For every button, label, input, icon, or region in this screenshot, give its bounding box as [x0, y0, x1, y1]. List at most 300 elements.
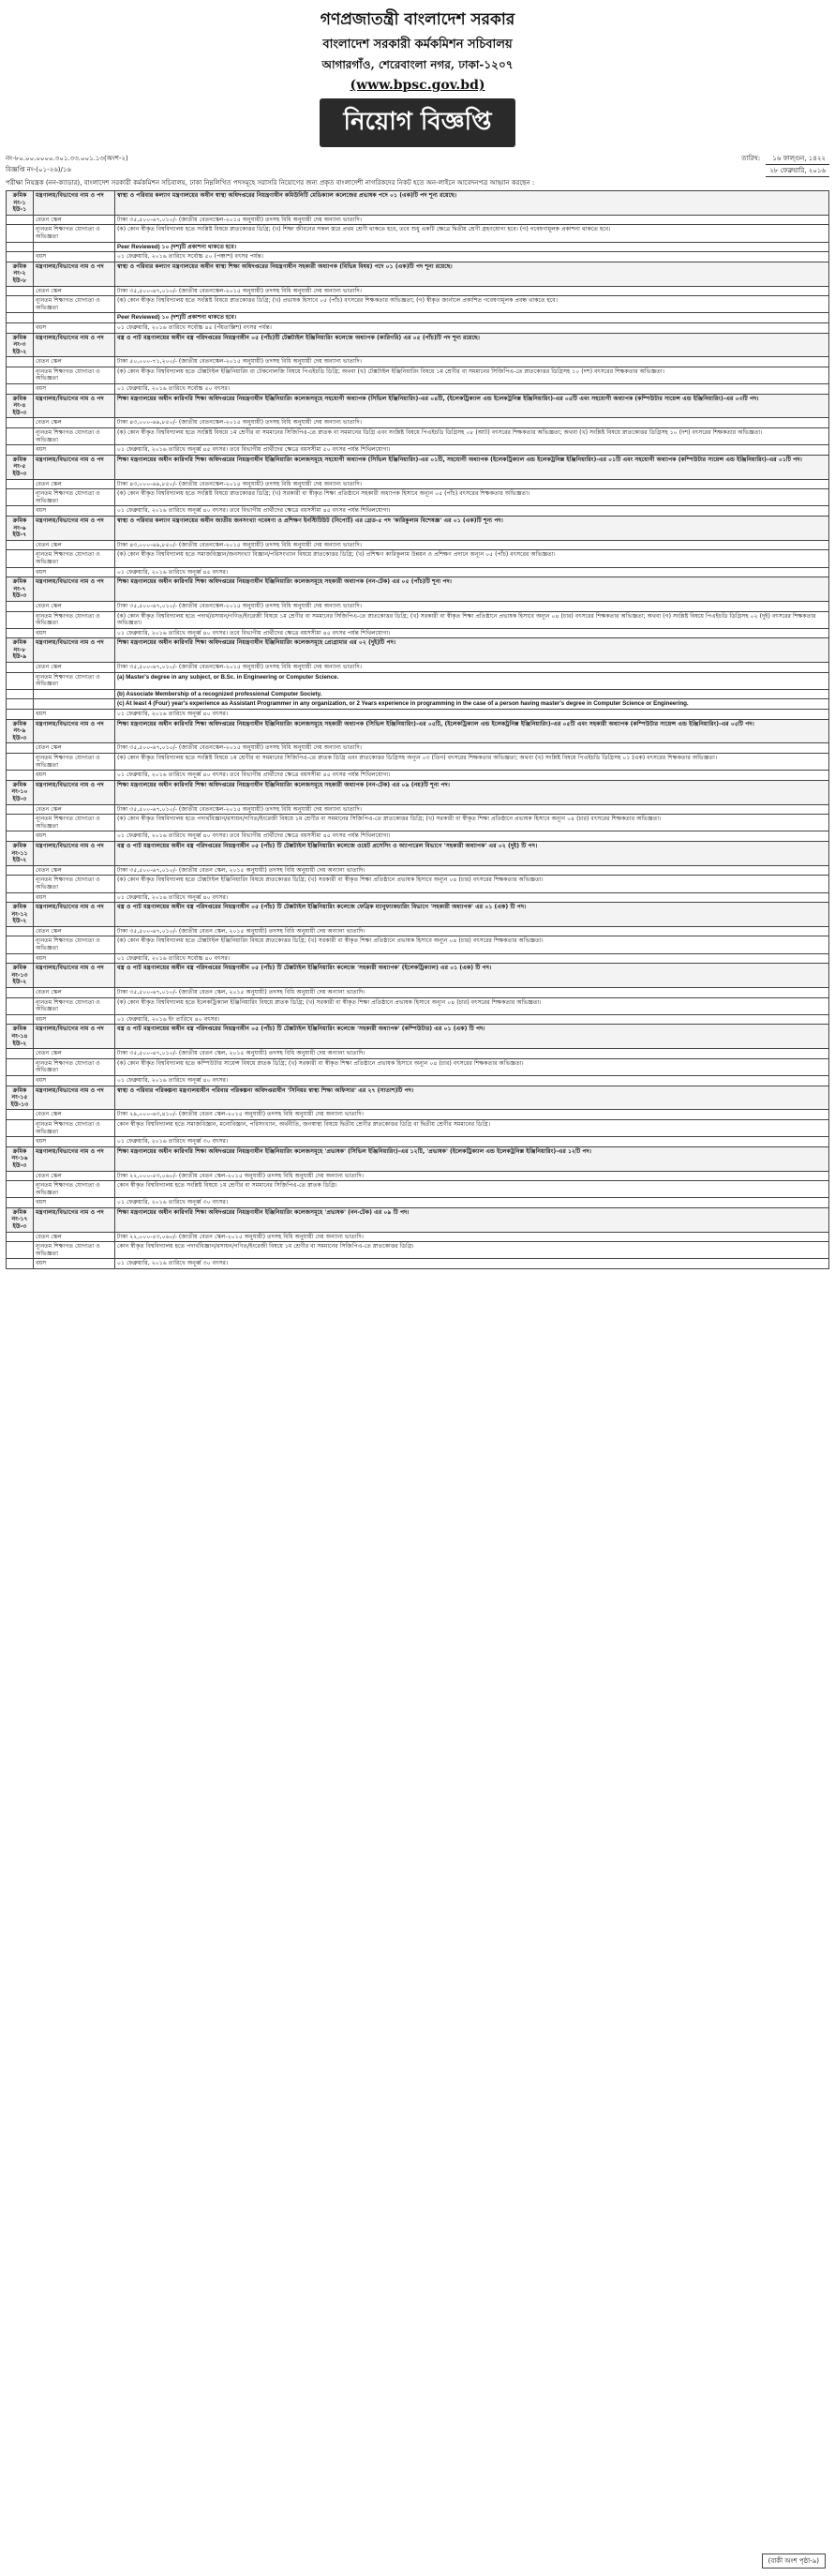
serial-cell [7, 252, 34, 262]
field-value: টাকা ৩৫,৫০০-৬৭,০১০/- (জাতীয় বেতনস্কেল-২০১৫ অনুযায়ী) তদসহ বিধি অনুযায়ী দেয় অন্যান্য ভাতাদি। [115, 215, 829, 225]
table-row [7, 215, 829, 225]
field-value: ০১ ফেব্রুয়ারি, ২০১৬ ইং তারিখে ৪০ বৎসর। [115, 1014, 829, 1025]
field-value: শিক্ষা মন্ত্রণালয়ের অধীন কারিগরি শিক্ষা অধিদপ্তরের নিয়ন্ত্রণাধীন ইঞ্জিনিয়ারিং কলেজসমূহে সহকারী অধ্যাপক (সিভিল ইঞ্জিনিয়ারিং)-এর ০৫টি, (ইলেকট্রিক্যাল এন্ড ইলেকট্রনিক্স ইঞ্জিনিয়ারিং)-এর ০৫টি এবং সহকারী অধ্যাপক (কম্পিউটার সায়েন্স এন্ড ইঞ্জিনিয়ারিং)-এর ০৫টি পদ। [115, 719, 829, 743]
serial-cell [7, 1110, 34, 1120]
field-label: বেতন স্কেল [34, 540, 115, 550]
field-value: কোন স্বীকৃত বিশ্ববিদ্যালয় হতে সমাজবিজ্ঞান, মনোবিজ্ঞান, পরিসংখ্যান, অর্থনীতি, জনস্বাস্থ্য বিষয়ে দ্বিতীয় শ্রেণীর স্নাতকোত্তর ডিগ্রি বা দ্বিতীয় শ্রেণীর সমমানের ডিগ্রি। [115, 1119, 829, 1136]
field-label: বেতন স্কেল [34, 286, 115, 296]
field-label: ন্যূনতম শিক্ষাগত যোগ্যতা ও অভিজ্ঞতা [34, 225, 115, 242]
field-label: বেতন স্কেল [34, 215, 115, 225]
field-value: (ক) কোন স্বীকৃত বিশ্ববিদ্যালয় হতে টেক্সটাইল ইঞ্জিনিয়ারিং বা টেকনোলজি বিষয়ে পিএইচডি ডিগ্রি; অথবা (খ) টেক্সটাইল ইঞ্জিনিয়ারিং বিষয়ে ১ম শ্রেণীর বা সমমানের সিজিপিএ-তে স্নাতকোত্তর ডিগ্রিসহ ১০ (দশ) বৎসরের শিক্ষকতার অভিজ্ঞতা। [115, 367, 829, 383]
field-value: শিক্ষা মন্ত্রণালয়ের অধীন কারিগরি শিক্ষা অধিদপ্তরের নিয়ন্ত্রণাধীন ইঞ্জিনিয়ারিং কলেজসমূহে 'প্রভাষক' (নন-টেক) এর ০৯ টি পদ। [115, 1207, 829, 1232]
serial-cell [7, 540, 34, 550]
table-row [7, 455, 829, 479]
table-row [7, 780, 829, 804]
table-row [7, 953, 829, 964]
field-label: মন্ত্রণালয়/বিভাগের নাম ও পদ [34, 455, 115, 479]
field-value: ০১ ফেব্রুয়ারি, ২০১৬ তারিখে অনূর্ধ্ব ৪০ বৎসর। [115, 710, 829, 720]
table-row [7, 1146, 829, 1171]
field-value: শিক্ষা মন্ত্রণালয়ের অধীন কারিগরি শিক্ষা অধিদপ্তরের নিয়ন্ত্রণাধীন ইঞ্জিনিয়ারিং কলেজসমূহে সহকারী অধ্যাপক (নন-টেক) এর ০৯ (নয়)টি শূন্য পদ। [115, 780, 829, 804]
table-row [7, 567, 829, 577]
serial-cell [7, 754, 34, 771]
table-row [7, 892, 829, 903]
field-value: Peer Reviewed) ১০ (দশ)টি প্রকাশনা থাকতে হবে। [115, 313, 829, 323]
field-value: বস্ত্র ও পাট মন্ত্রণালয়ের অধীন বস্ত্র পরিদপ্তরের নিয়ন্ত্রণাধীন ০৫ (পাঁচ) টি টেক্সটাইল ইঞ্জিনিয়ারিং কলেজে 'সহকারী অধ্যাপক' (কম্পিউটার) এর ০১ (এক) টি পদ। [115, 1025, 829, 1049]
table-row [7, 1119, 829, 1136]
serial-cell [7, 815, 34, 831]
table-row [7, 754, 829, 771]
serial-cell [7, 892, 34, 903]
field-label: মন্ত্রণালয়/বিভাগের নাম ও পদ [34, 1207, 115, 1232]
serial-cell [7, 479, 34, 489]
serial-cell [7, 296, 34, 313]
serial-cell [7, 1137, 34, 1147]
field-value: টাকা ২২,০০০-৫৩,০৬০/- (জাতীয় বেতন স্কেল-২০১৫ অনুযায়ী) তদসহ বিধি অনুযায়ী দেয় অন্যান্য ভাতাদি। [115, 1171, 829, 1181]
serial-cell [7, 611, 34, 628]
field-label: ন্যূনতম শিক্ষাগত যোগ্যতা ও অভিজ্ঞতা [34, 489, 115, 506]
field-value: (ক) কোন স্বীকৃত বিশ্ববিদ্যালয় হতে সংশ্লিষ্ট বিষয়ে স্নাতকোত্তর ডিগ্রি; (খ) শিক্ষা জীবনের সকল স্তরে প্রথম শ্রেণী থাকতে হবে, তবে শুধু একটি ক্ষেত্রে দ্বিতীয় শ্রেণী গ্রহণযোগ্য হবে। (গ) গবেষণামূলক প্রকাশনা থাকতে হবে। [115, 225, 829, 242]
table-row [7, 577, 829, 602]
serial-cell [7, 663, 34, 673]
table-row [7, 1110, 829, 1120]
field-label: বয়স [34, 628, 115, 638]
serial-cell [7, 876, 34, 892]
table-row [7, 719, 829, 743]
field-value: টাকা ২৯,০০০-৬৩,৪১০/- (জাতীয় বেতন স্কেল-২০১৫ অনুযায়ী) তদসহ বিধি অনুযায়ী দেয় অন্যান্য ভাতাদি। [115, 1110, 829, 1120]
table-row [7, 1014, 829, 1025]
field-value: ০১ ফেব্রুয়ারি, ২০১৬ তারিখে অনূর্ধ্ব ৪৫ বৎসর। তবে বিভাগীয় প্রার্থীদের ক্ষেত্রে বয়সসীমা ৫০ বৎসর পর্যন্ত শিথিলযোগ্য। [115, 445, 829, 456]
field-label: ন্যূনতম শিক্ষাগত যোগ্যতা ও অভিজ্ঞতা [34, 754, 115, 771]
serial-cell [7, 997, 34, 1014]
field-value: (ক) কোন স্বীকৃত বিশ্ববিদ্যালয় হতে সংশ্লিষ্ট বিষয়ে স্নাতকোত্তর ডিগ্রি; (খ) সরকারী বা স্বীকৃত শিক্ষা প্রতিষ্ঠানে সহকারী অধ্যাপক হিসাবে অন্যূন ০৫ (পাঁচ) বৎসরের শিক্ষকতার অভিজ্ঞতা। [115, 489, 829, 506]
field-label: বয়স [34, 1014, 115, 1025]
serial-cell: ক্রমিক নং-৮ ইউ-৯ [7, 638, 34, 663]
table-row [7, 1232, 829, 1242]
field-label: মন্ত্রণালয়/বিভাগের নাম ও পদ [34, 1146, 115, 1171]
field-label: ন্যূনতম শিক্ষাগত যোগ্যতা ও অভিজ্ঞতা [34, 997, 115, 1014]
table-row [7, 1086, 829, 1110]
serial-cell: ক্রমিক নং-৫ ইউ-৩ [7, 455, 34, 479]
serial-cell: ক্রমিক নং-৪ ইউ-৩ [7, 394, 34, 418]
field-value: বস্ত্র ও পাট মন্ত্রণালয়ের অধীন বস্ত্র পরিদপ্তরের নিয়ন্ত্রণাধীন ০৫ (পাঁচ)টি টেক্সটাইল ইঞ্জিনিয়ারিং কলেজে অধ্যাপক (কারিগরি) এর ০৫ (পাঁচ)টি পদ শূন্য রয়েছে। [115, 333, 829, 357]
table-row [7, 699, 829, 710]
field-value: শিক্ষা মন্ত্রণালয়ের অধীন কারিগরি শিক্ষা অধিদপ্তরের নিয়ন্ত্রণাধীন ইঞ্জিনিয়ারিং কলেজসমূহে প্রোগ্রামার এর ০২ (দুই)টি পদ। [115, 638, 829, 663]
field-value: শিক্ষা মন্ত্রণালয়ের অধীন কারিগরি শিক্ষা অধিদপ্তরের নিয়ন্ত্রণাধীন ইঞ্জিনিয়ারিং কলেজসমূহে 'প্রভাষক' (সিভিল ইঞ্জিনিয়ারিং)-এর ১২টি, 'প্রভাষক' (ইলেকট্রিক্যাল এন্ড ইলেকট্রনিক্স ইঞ্জিনিয়ারিং)-এর ১২টি পদ। [115, 1146, 829, 1171]
table-row [7, 550, 829, 567]
field-value: টাকা ৫০,০০০-৭১,২০০/- (জাতীয় বেতনস্কেল-২০১৫ অনুযায়ী) তদসহ বিধি অনুযায়ী দেয় অন্যান্য ভাতাদি। [115, 357, 829, 367]
field-value: (ক) কোন স্বীকৃত বিশ্ববিদ্যালয় হতে সমাজবিজ্ঞান/জনসংখ্যা বিজ্ঞান/পরিসংখ্যান বিষয়ে স্নাতকোত্তর ডিগ্রি; (খ) প্রশিক্ষণ কারিকুলাম উন্নয়ন ও প্রশিক্ষণ প্রদানে অন্যূন ০৫ (পাঁচ) বৎসরের অভিজ্ঞতা। [115, 550, 829, 567]
field-value: শিক্ষা মন্ত্রণালয়ের অধীন কারিগরি শিক্ষা অধিদপ্তরের নিয়ন্ত্রণাধীন ইঞ্জিনিয়ারিং কলেজসমূহে সহযোগী অধ্যাপক (সিভিল ইঞ্জিনিয়ারিং)-এর ০৪টি, (ইলেকট্রিক্যাল এন্ড ইলেকট্রনিক্স ইঞ্জিনিয়ারিং)-এর ০৫টি এবং সহযোগী অধ্যাপক (কম্পিউটার সায়েন্স এন্ড ইঞ্জিনিয়ারিং)-এর ০৩টি পদ। [115, 394, 829, 418]
table-row [7, 540, 829, 550]
field-value: (ক) কোন স্বীকৃত বিশ্ববিদ্যালয় হতে সংশ্লিষ্ট বিষয়ে স্নাতকোত্তর ডিগ্রি; (খ) প্রভাষক হিসাবে ০৫ (পাঁচ) বৎসরের শিক্ষকতার অভিজ্ঞতা; (গ) স্বীকৃত জার্নালে প্রকাশিত গবেষণামূলক প্রবন্ধ থাকতে হবে। [115, 296, 829, 313]
table-row [7, 1259, 829, 1269]
serial-cell [7, 1058, 34, 1075]
serial-cell: ক্রমিক নং-১ ইউ-১ [7, 191, 34, 216]
serial-cell [7, 628, 34, 638]
table-row [7, 367, 829, 383]
serial-cell: ক্রমিক নং-১৩ ইউ-২ [7, 964, 34, 988]
table-row [7, 815, 829, 831]
field-value: স্বাস্থ্য ও পরিবার পরিকল্পনা মন্ত্রণালয়াধীন পরিবার পরিকল্পনা অধিদপ্তরাধীন 'সিনিয়র স্বাস্থ্য শিক্ষা অফিসার' এর ২৭ (সাতাশ)টি পদ। [115, 1086, 829, 1110]
field-value: টাকা ৪৩,০০০-৬৯,৮৫০/- (জাতীয় বেতনস্কেল-২০১৫ অনুযায়ী) তদসহ বিধি অনুযায়ী দেয় অন্যান্য ভাতাদি। [115, 418, 829, 428]
field-label: মন্ত্রণালয়/বিভাগের নাম ও পদ [34, 1025, 115, 1049]
field-value: টাকা ২২,০০০-৫৩,০৬০/- (জাতীয় বেতন স্কেল-২০১৫ অনুযায়ী) তদসহ বিধি অনুযায়ী দেয় অন্যান্য ভাতাদি। [115, 1232, 829, 1242]
field-label: বয়স [34, 384, 115, 395]
field-value: টাকা ৩৫,৫০০-৬৭,০১০/- (জাতীয় বেতন স্কেল, ২০১৫ অনুযায়ী) তদসহ বিধি অনুযায়ী দেয় অন্যান্য ভাতাদি। [115, 988, 829, 998]
serial-cell [7, 428, 34, 445]
field-label: বয়স [34, 445, 115, 456]
table-row [7, 601, 829, 611]
field-value: কোন স্বীকৃত বিশ্ববিদ্যালয় হতে সংশ্লিষ্ট বিষয়ে ১ম শ্রেণীর বা সমমানের সিজিপিএ-তে স্নাতক ডিগ্রি। [115, 1181, 829, 1198]
field-value: টাকা ৩৫,৫০০-৬৭,০১০/- (জাতীয় বেতনস্কেল-২০১৫ অনুযায়ী) তদসহ বিধি অনুযায়ী দেয় অন্যান্য ভাতাদি। [115, 804, 829, 815]
field-label: মন্ত্রণালয়/বিভাগের নাম ও পদ [34, 394, 115, 418]
serial-cell: ক্রমিক নং-১৪ ইউ-২ [7, 1025, 34, 1049]
field-label: বেতন স্কেল [34, 418, 115, 428]
field-value: (ক) কোন স্বীকৃত বিশ্ববিদ্যালয় হতে টেক্সটাইল ইঞ্জিনিয়ারিং বিষয়ে স্নাতকোত্তর ডিগ্রি; (খ) সরকারী বা স্বীকৃত শিক্ষা প্রতিষ্ঠানে প্রভাষক হিসাবে অন্যূন ০৪ (চার) বৎসরের শিক্ষকতার অভিজ্ঞতা। [115, 936, 829, 953]
field-value: ০১ ফেব্রুয়ারি, ২০১৬ তারিখে সর্বোচ্চ ৫০ বৎসর। [115, 384, 829, 395]
field-label: ন্যূনতম শিক্ষাগত যোগ্যতা ও অভিজ্ঞতা [34, 1058, 115, 1075]
serial-cell [7, 242, 34, 252]
serial-cell [7, 865, 34, 876]
serial-cell [7, 672, 34, 689]
field-label: মন্ত্রণালয়/বিভাগের নাম ও পদ [34, 262, 115, 286]
field-value: ০১ ফেব্রুয়ারি, ২০১৬ তারিখে অনূর্ধ্ব ৪০ বৎসর। [115, 892, 829, 903]
serial-cell [7, 286, 34, 296]
serial-cell [7, 384, 34, 395]
field-label: ন্যূনতম শিক্ষাগত যোগ্যতা ও অভিজ্ঞতা [34, 815, 115, 831]
serial-cell [7, 1171, 34, 1181]
table-row [7, 506, 829, 517]
field-value: ০১ ফেব্রুয়ারি, ২০১৬ তারিখে অনূর্ধ্ব ৩০ বৎসর। [115, 1259, 829, 1269]
table-row [7, 418, 829, 428]
field-label: বেতন স্কেল [34, 357, 115, 367]
field-label: মন্ত্রণালয়/বিভাগের নাম ও পদ [34, 577, 115, 602]
field-value: ০১ ফেব্রুয়ারি, ২০১৬ তারিখে অনূর্ধ্ব ৪০ বৎসর। তবে বিভাগীয় প্রার্থীদের ক্ষেত্রে বয়সসীমা ৪৫ বৎসর পর্যন্ত শিথিলযোগ্য। [115, 506, 829, 517]
table-row [7, 926, 829, 936]
field-label: বয়স [34, 771, 115, 781]
table-row [7, 296, 829, 313]
field-value: ০১ ফেব্রুয়ারি, ২০১৬ তারিখে অনূর্ধ্ব ৪০ বৎসর। তবে বিভাগীয় প্রার্থীদের ক্ষেত্রে বয়সসীমা ৪৫ বৎসর পর্যন্ত শিথিলযোগ্য। [115, 771, 829, 781]
header [6, 7, 829, 147]
field-value: (b) Associate Membership of a recognized professional Computer Society. [115, 689, 829, 699]
notice-title-banner: নিয়োগ বিজ্ঞপ্তি [320, 98, 516, 147]
table-row [7, 689, 829, 699]
table-row [7, 516, 829, 540]
field-label: বয়স [34, 1259, 115, 1269]
table-row [7, 831, 829, 842]
serial-cell: ক্রমিক নং-৩ ইউ-২ [7, 333, 34, 357]
serial-cell: ক্রমিক নং-৯ ইউ-৩ [7, 719, 34, 743]
serial-cell [7, 771, 34, 781]
serial-cell [7, 1242, 34, 1259]
field-value: শিক্ষা মন্ত্রণালয়ের অধীন কারিগরি শিক্ষা অধিদপ্তরের নিয়ন্ত্রণাধীন ইঞ্জিনিয়ারিং কলেজসমূহে সহযোগী অধ্যাপক (সিভিল ইঞ্জিনিয়ারিং)-এর ০১টি, সহযোগী অধ্যাপক (ইলেকট্রিক্যাল এন্ড ইলেকট্রনিক্স ইঞ্জিনিয়ারিং)-এর ০১টি এবং সহযোগী অধ্যাপক (কম্পিউটার সায়েন্স এন্ড ইঞ্জিনিয়ারিং)-এর ০১টি পদ। [115, 455, 829, 479]
field-value: বস্ত্র ও পাট মন্ত্রণালয়ের অধীন বস্ত্র পরিদপ্তরের নিয়ন্ত্রণাধীন ০৫ (পাঁচ) টি টেক্সটাইল ইঞ্জিনিয়ারিং কলেজে ফেব্রিক ম্যানুফ্যাকচারিং বিভাগে 'সহকারী অধ্যাপক' এর ০১ (এক) টি পদ। [115, 903, 829, 927]
serial-cell: ক্রমিক নং-১০ ইউ-৩ [7, 780, 34, 804]
field-value: (ক) কোন স্বীকৃত বিশ্ববিদ্যালয় হতে কম্পিউটার সায়েন্স বিষয়ে স্নাতক ডিগ্রি; (খ) সরকারী বা স্বীকৃত শিক্ষা প্রতিষ্ঠানে প্রভাষক হিসাবে অন্যূন ০৪ (চার) বৎসরের শিক্ষকতার অভিজ্ঞতা। [115, 1058, 829, 1075]
table-row [7, 743, 829, 754]
field-label: বয়স [34, 953, 115, 964]
field-label: মন্ত্রণালয়/বিভাগের নাম ও পদ [34, 780, 115, 804]
field-label: ন্যূনতম শিক্ষাগত যোগ্যতা ও অভিজ্ঞতা [34, 672, 115, 689]
field-label: বয়স [34, 1137, 115, 1147]
table-row [7, 1137, 829, 1147]
serial-cell: ক্রমিক নং-৬ ইউ-৭ [7, 516, 34, 540]
table-row [7, 225, 829, 242]
field-label: মন্ত্রণালয়/বিভাগের নাম ও পদ [34, 964, 115, 988]
serial-cell: ক্রমিক নং-১৭ ইউ-৩ [7, 1207, 34, 1232]
table-row [7, 1242, 829, 1259]
serial-cell [7, 1232, 34, 1242]
serial-cell [7, 225, 34, 242]
field-label: বেতন স্কেল [34, 743, 115, 754]
field-label: বয়স [34, 506, 115, 517]
field-value: স্বাস্থ্য ও পরিবার কল্যাণ মন্ত্রণালয়ের অধীন স্বাস্থ্য অধিদপ্তরের নিয়ন্ত্রণাধীন কমিউনিটি মেডিক্যাল কলেজের প্রভাষক পদে ০১ (এক)টি পদ শূন্য রয়েছে। [115, 191, 829, 216]
field-label: বেতন স্কেল [34, 1232, 115, 1242]
table-row [7, 1171, 829, 1181]
field-value: Peer Reviewed) ১০ (দশ)টি প্রকাশনা থাকতে হবে। [115, 242, 829, 252]
serial-cell: ক্রমিক নং-১২ ইউ-২ [7, 903, 34, 927]
table-row [7, 1049, 829, 1059]
serial-cell [7, 567, 34, 577]
serial-cell [7, 313, 34, 323]
field-value: টাকা ৩৫,৫০০-৬৭,০১০/- (জাতীয় বেতন স্কেল, ২০১৫ অনুযায়ী) তদসহ বিধি অনুযায়ী দেয় অন্যান্য ভাতাদি। [115, 865, 829, 876]
table-row [7, 1058, 829, 1075]
field-value: ০১ ফেব্রুয়ারি, ২০১৬ তারিখে অনূর্ধ্ব ৩০ বৎসর। [115, 1198, 829, 1208]
table-row [7, 936, 829, 953]
table-row [7, 1207, 829, 1232]
table-row [7, 663, 829, 673]
field-label: ন্যূনতম শিক্ষাগত যোগ্যতা ও অভিজ্ঞতা [34, 1242, 115, 1259]
field-value: বস্ত্র ও পাট মন্ত্রণালয়ের অধীন বস্ত্র পরিদপ্তরের নিয়ন্ত্রণাধীন ০৫ (পাঁচ) টি টেক্সটাইল ইঞ্জিনিয়ারিং কলেজে ওয়েট প্রসেসিং ও অ্যাপারেল বিভাগে 'সহকারী অধ্যাপক' এর ০২ (দুই) টি পদ। [115, 841, 829, 865]
field-value: টাকা ৩৫,৫০০-৬৭,০১০/- (জাতীয় বেতন স্কেল, ২০১৫ অনুযায়ী) তদসহ বিধি অনুযায়ী দেয় অন্যান্য ভাতাদি। [115, 1049, 829, 1059]
table-row [7, 903, 829, 927]
field-label [34, 242, 115, 252]
table-row [7, 710, 829, 720]
serial-cell [7, 367, 34, 383]
serial-cell [7, 550, 34, 567]
table-row [7, 1075, 829, 1086]
field-value: (c) At least 4 (Four) year's experience as Assistant Programmer in any organization, or 2 Years experience in programming in the case of a person having master's degree in Computer Science or Engineering. [115, 699, 829, 710]
table-row [7, 997, 829, 1014]
serial-cell [7, 1014, 34, 1025]
field-label [34, 689, 115, 699]
table-row [7, 638, 829, 663]
serial-cell [7, 445, 34, 456]
field-value: ০১ ফেব্রুয়ারি, ২০১৬ তারিখে অনূর্ধ্ব ৩০ বৎসর। [115, 1137, 829, 1147]
memo-block [6, 153, 829, 177]
field-value: টাকা ৩৫,৫০০-৬৭,০১০/- (জাতীয় বেতনস্কেল-২০১৫ অনুযায়ী) তদসহ বিধি অনুযায়ী দেয় অন্যান্য ভাতাদি। [115, 601, 829, 611]
serial-cell [7, 1119, 34, 1136]
field-label: ন্যূনতম শিক্ষাগত যোগ্যতা ও অভিজ্ঞতা [34, 296, 115, 313]
field-label: বয়স [34, 831, 115, 842]
table-row [7, 286, 829, 296]
field-value: কোন স্বীকৃত বিশ্ববিদ্যালয় হতে পদার্থবিজ্ঞান/রসায়ন/গণিত/ইংরেজী বিষয়ে ১ম শ্রেণীর বা সমমানের সিজিপিএ-তে স্নাতকোত্তর ডিগ্রি। [115, 1242, 829, 1259]
date-bangla: ১৬ ফাল্গুন, ১৪২২ [766, 153, 829, 165]
field-label: মন্ত্রণালয়/বিভাগের নাম ও পদ [34, 333, 115, 357]
intro-text: পরীক্ষা নিয়ন্ত্রক (নন-ক্যাডার), বাংলাদেশ সরকারী কর্মকমিশন সচিবালয়, ঢাকা নিম্নলিখিত পদসমূহে সরাসরি নিয়োগের জন্য প্রকৃত বাংলাদেশী নাগরিকদের নিকট হতে অন-লাইনে আবেদনপত্র আহ্বান করছেন : [6, 179, 535, 187]
table-row [7, 191, 829, 216]
table-row [7, 804, 829, 815]
table-row [7, 771, 829, 781]
serial-cell [7, 936, 34, 953]
field-value: ০১ ফেব্রুয়ারি, ২০১৬ তারিখে অনূর্ধ্ব ৪০ বৎসর। তবে বিভাগীয় প্রার্থীদের ক্ষেত্রে বয়সসীমা ৪৫ বৎসর পর্যন্ত শিথিলযোগ্য। [115, 628, 829, 638]
field-value: টাকা ৩৫,৫০০-৬৭,০১০/- (জাতীয় বেতনস্কেল-২০১৫ অনুযায়ী) তদসহ বিধি অনুযায়ী দেয় অন্যান্য ভাতাদি। [115, 743, 829, 754]
field-value: (ক) কোন স্বীকৃত বিশ্ববিদ্যালয় হতে পদার্থ/রসায়ন/গণিত/ইংরেজী বিষয়ে ১ম শ্রেণীর বা সমমানের সিজিপিএ-তে স্নাতকোত্তর ডিগ্রি; (খ) সরকারী বা স্বীকৃত শিক্ষা প্রতিষ্ঠানে প্রভাষক হিসাবে অন্যূন ০৪ (চার) বৎসরের শিক্ষকতার অভিজ্ঞতা; অথবা (গ) সংশ্লিষ্ট বিষয়ে পিএইচডি ডিগ্রিসহ ০২ (দুই) বৎসরের শিক্ষকতার অভিজ্ঞতা। [115, 611, 829, 628]
serial-cell [7, 322, 34, 333]
field-value: স্বাস্থ্য ও পরিবার কল্যাণ মন্ত্রণালয়ের অধীন জাতীয় জনসংখ্যা গবেষণা ও প্রশিক্ষণ ইনস্টিটিউট (নিপোর্ট) এর গ্রেড-৫ পদ 'কারিকুলাম বিশেষজ্ঞ' এর ০১ (এক)টি শূন্য পদ। [115, 516, 829, 540]
date-label: তারিখ: [741, 155, 761, 162]
table-row [7, 1025, 829, 1049]
table-row [7, 357, 829, 367]
field-value: ০১ ফেব্রুয়ারি, ২০১৬ তারিখে সর্বোচ্চ ৪৫ (পঁয়তাল্লিশ) বৎসর পর্যন্ত। [115, 322, 829, 333]
table-row [7, 489, 829, 506]
table-row [7, 384, 829, 395]
field-value: (ক) কোন স্বীকৃত বিশ্ববিদ্যালয় হতে সংশ্লিষ্ট বিষয়ে ১ম শ্রেণীর বা সমমানের সিজিপিএ-তে স্নাতক বা সমমানের ডিগ্রি এবং সংশ্লিষ্ট বিষয়ে পিএইচডি ডিগ্রিসহ ০৮ (আট) বৎসরের শিক্ষকতার অভিজ্ঞতা; অথবা (খ) সংশ্লিষ্ট বিষয়ে স্নাতকোত্তর ডিগ্রিসহ ১০ (দশ) বৎসরের শিক্ষকতার অভিজ্ঞতা। [115, 428, 829, 445]
table-row [7, 479, 829, 489]
table-row [7, 988, 829, 998]
memo-number: নং-৮০.০০.০০০০.৩০১.৩৩.০০১.১৩(অংশ-২) [6, 155, 128, 162]
field-value: ০১ ফেব্রুয়ারি, ২০১৬ তারিখে অনূর্ধ্ব ৪৫ বৎসর। [115, 567, 829, 577]
field-label: ন্যূনতম শিক্ষাগত যোগ্যতা ও অভিজ্ঞতা [34, 611, 115, 628]
serial-cell: ক্রমিক নং-১১ ইউ-২ [7, 841, 34, 865]
table-row [7, 1198, 829, 1208]
field-label: বয়স [34, 1198, 115, 1208]
field-value: (a) Master's degree in any subject, or B.Sc. in Engineering or Computer Science. [115, 672, 829, 689]
field-label: বেতন স্কেল [34, 865, 115, 876]
field-label: বয়স [34, 1075, 115, 1086]
field-value: ০১ ফেব্রুয়ারি, ২০১৬ তারিখে সর্বোচ্চ ৫০ (পঞ্চাশ) বৎসর পর্যন্ত। [115, 252, 829, 262]
field-value: (ক) কোন স্বীকৃত বিশ্ববিদ্যালয় হতে ইলেকট্রিক্যাল ইঞ্জিনিয়ারিং বিষয়ে স্নাতক ডিগ্রি; (খ) সরকারী বা স্বীকৃত শিক্ষা প্রতিষ্ঠানে প্রভাষক হিসাবে অন্যূন ০৪ (চার) বৎসরের শিক্ষকতার অভিজ্ঞতা। [115, 997, 829, 1014]
serial-cell [7, 506, 34, 517]
table-row [7, 428, 829, 445]
table-row [7, 394, 829, 418]
serial-cell [7, 710, 34, 720]
field-value: স্বাস্থ্য ও পরিবার কল্যাণ মন্ত্রণালয়ের অধীন স্বাস্থ্য শিক্ষা অধিদপ্তরের নিয়ন্ত্রণাধীন সহকারী অধ্যাপক (বিভিন্ন বিষয়) পদে ০১ (এক)টি পদ শূন্য রয়েছে। [115, 262, 829, 286]
field-label: বেতন স্কেল [34, 804, 115, 815]
field-value: টাকা ৩৫,৫০০-৬৭,০১০/- (জাতীয় বেতনস্কেল-২০১৫ অনুযায়ী) তদসহ বিধি অনুযায়ী দেয় অন্যান্য ভাতাদি। [115, 663, 829, 673]
table-row [7, 313, 829, 323]
field-value: বস্ত্র ও পাট মন্ত্রণালয়ের অধীন বস্ত্র পরিদপ্তরের নিয়ন্ত্রণাধীন ০৫ (পাঁচ) টি টেক্সটাইল ইঞ্জিনিয়ারিং কলেজে 'সহকারী অধ্যাপক' (ইলেকট্রিক্যাল) এর ০১ (এক) টি পদ। [115, 964, 829, 988]
field-label: ন্যূনতম শিক্ষাগত যোগ্যতা ও অভিজ্ঞতা [34, 367, 115, 383]
field-label: মন্ত্রণালয়/বিভাগের নাম ও পদ [34, 719, 115, 743]
field-label: বেতন স্কেল [34, 1049, 115, 1059]
field-label [34, 699, 115, 710]
field-label: ন্যূনতম শিক্ষাগত যোগ্যতা ও অভিজ্ঞতা [34, 1181, 115, 1198]
serial-cell [7, 689, 34, 699]
field-label: মন্ত্রণালয়/বিভাগের নাম ও পদ [34, 191, 115, 216]
serial-cell [7, 357, 34, 367]
serial-cell [7, 804, 34, 815]
table-row [7, 672, 829, 689]
serial-cell [7, 601, 34, 611]
field-label: বেতন স্কেল [34, 988, 115, 998]
field-value: টাকা ৩৫,৫০০-৬৭,০১০/- (জাতীয় বেতনস্কেল-২০১৫ অনুযায়ী) তদসহ বিধি অনুযায়ী দেয় অন্যান্য ভাতাদি। [115, 286, 829, 296]
field-label: ন্যূনতম শিক্ষাগত যোগ্যতা ও অভিজ্ঞতা [34, 1119, 115, 1136]
field-label: বয়স [34, 567, 115, 577]
commission-name: বাংলাদেশ সরকারী কর্মকমিশন সচিবালয় [322, 37, 513, 52]
field-value: ০১ ফেব্রুয়ারি, ২০১৬ তারিখে অনূর্ধ্ব ৪০ বৎসর। তবে বিভাগীয় প্রার্থীদের ক্ষেত্রে বয়সসীমা ৪৫ বৎসর পর্যন্ত শিথিলযোগ্য। [115, 831, 829, 842]
field-label: বেতন স্কেল [34, 663, 115, 673]
field-label [34, 313, 115, 323]
serial-cell [7, 988, 34, 998]
field-value: ০১ ফেব্রুয়ারি, ২০১৬ তারিখে সর্বোচ্চ ৪০ বৎসর। [115, 953, 829, 964]
field-label: ন্যূনতম শিক্ষাগত যোগ্যতা ও অভিজ্ঞতা [34, 936, 115, 953]
table-row [7, 322, 829, 333]
serial-cell [7, 1181, 34, 1198]
field-value: ০১ ফেব্রুয়ারি, ২০১৬ তারিখে অনূর্ধ্ব ৪০ বৎসর। [115, 1075, 829, 1086]
field-label: মন্ত্রণালয়/বিভাগের নাম ও পদ [34, 516, 115, 540]
field-value: (ক) কোন স্বীকৃত বিশ্ববিদ্যালয় হতে সংশ্লিষ্ট বিষয়ে ১ম শ্রেণীর বা সমমানের সিজিপিএ-তে স্নাতক ডিগ্রি এবং স্নাতকোত্তর ডিগ্রিসহ অন্যূন ০৩ (তিন) বৎসরের শিক্ষকতার অভিজ্ঞতা; অথবা (খ) সংশ্লিষ্ট বিষয়ে পিএইচডি ডিগ্রিসহ ০১ (এক) বৎসরের শিক্ষকতার অভিজ্ঞতা। [115, 754, 829, 771]
table-row [7, 333, 829, 357]
serial-cell [7, 1198, 34, 1208]
serial-cell [7, 699, 34, 710]
field-label: ন্যূনতম শিক্ষাগত যোগ্যতা ও অভিজ্ঞতা [34, 428, 115, 445]
table-row [7, 445, 829, 456]
field-label: মন্ত্রণালয়/বিভাগের নাম ও পদ [34, 841, 115, 865]
field-value: টাকা ৪৩,০০০-৬৯,৮৫০/- (জাতীয় বেতনস্কেল-২০১৫ অনুযায়ী) তদসহ বিধি অনুযায়ী দেয় অন্যান্য ভাতাদি। [115, 479, 829, 489]
serial-cell [7, 215, 34, 225]
table-row [7, 964, 829, 988]
serial-cell [7, 418, 34, 428]
table-row [7, 252, 829, 262]
serial-cell [7, 743, 34, 754]
serial-cell [7, 489, 34, 506]
serial-cell [7, 1049, 34, 1059]
serial-cell [7, 926, 34, 936]
table-row [7, 865, 829, 876]
field-label: বেতন স্কেল [34, 926, 115, 936]
serial-cell [7, 1259, 34, 1269]
field-value: টাকা ৪৩,০০০-৬৯,৮৫০/- (জাতীয় বেতনস্কেল-২০১৫ অনুযায়ী) তদসহ বিধি অনুযায়ী দেয় অন্যান্য ভাতাদি। [115, 540, 829, 550]
field-label: মন্ত্রণালয়/বিভাগের নাম ও পদ [34, 1086, 115, 1110]
serial-cell [7, 831, 34, 842]
field-label: বেতন স্কেল [34, 601, 115, 611]
field-label: বয়স [34, 252, 115, 262]
table-row [7, 876, 829, 892]
field-label: বয়স [34, 710, 115, 720]
field-label: মন্ত্রণালয়/বিভাগের নাম ও পদ [34, 903, 115, 927]
field-value: টাকা ৩৫,৫০০-৬৭,০১০/- (জাতীয় বেতন স্কেল, ২০১৫ অনুযায়ী) তদসহ বিধি অনুযায়ী দেয় অন্যান্য ভাতাদি। [115, 926, 829, 936]
date-english: ২৮ ফেব্রুয়ারি, ২০১৬ [766, 165, 829, 177]
table-row [7, 262, 829, 286]
field-value: শিক্ষা মন্ত্রণালয়ের অধীন কারিগরি শিক্ষা অধিদপ্তরের নিয়ন্ত্রণাধীন ইঞ্জিনিয়ারিং কলেজসমূহে সহকারী অধ্যাপক (নন-টেক) এর ০৫ (পাঁচ)টি শূন্য পদ। [115, 577, 829, 602]
serial-cell [7, 1075, 34, 1086]
field-label: বয়স [34, 322, 115, 333]
field-label: বেতন স্কেল [34, 1110, 115, 1120]
table-row [7, 611, 829, 628]
field-label: বেতন স্কেল [34, 1171, 115, 1181]
field-label: মন্ত্রণালয়/বিভাগের নাম ও পদ [34, 638, 115, 663]
table-row [7, 242, 829, 252]
website-link[interactable]: (www.bpsc.gov.bd) [350, 78, 485, 93]
serial-cell: ক্রমিক নং-২ ইউ-৮ [7, 262, 34, 286]
serial-cell: ক্রমিক নং-১৬ ইউ-৩ [7, 1146, 34, 1171]
field-value: (ক) কোন স্বীকৃত বিশ্ববিদ্যালয় হতে টেক্সটাইল ইঞ্জিনিয়ারিং বিষয়ে স্নাতকোত্তর ডিগ্রি; (খ) সরকারী বা স্বীকৃত শিক্ষা প্রতিষ্ঠানে প্রভাষক হিসাবে অন্যূন ০৪ (চার) বৎসরের শিক্ষকতার অভিজ্ঞতা। [115, 876, 829, 892]
serial-cell [7, 953, 34, 964]
office-address: আগারগাঁও, শেরেবাংলা নগর, ঢাকা-১২০৭ [321, 58, 514, 71]
field-label: বয়স [34, 892, 115, 903]
field-label: ন্যূনতম শিক্ষাগত যোগ্যতা ও অভিজ্ঞতা [34, 876, 115, 892]
posts-table [6, 190, 829, 1269]
serial-cell: ক্রমিক নং-৭ ইউ-৩ [7, 577, 34, 602]
continued-note: (বাকী অংশ পৃষ্ঠা-৯) [762, 2554, 826, 2569]
ad-number: বিজ্ঞপ্তি নং-(০১-২৬)/১৬ [6, 166, 71, 173]
field-label: বেতন স্কেল [34, 479, 115, 489]
table-row [7, 1181, 829, 1198]
field-value: (ক) কোন স্বীকৃত বিশ্ববিদ্যালয় হতে পদার্থবিজ্ঞান/রসায়ন/গণিত/ইংরেজী বিষয়ে ১ম শ্রেণীর বা সমমানের সিজিপিএ-তে স্নাতকোত্তর ডিগ্রি; (খ) সরকারী বা স্বীকৃত শিক্ষা প্রতিষ্ঠানে প্রভাষক হিসাবে অন্যূন ০৪ (চার) বৎসরের শিক্ষকতার অভিজ্ঞতা। [115, 815, 829, 831]
table-row [7, 841, 829, 865]
govt-title: গণপ্রজাতন্ত্রী বাংলাদেশ সরকার [320, 10, 515, 29]
